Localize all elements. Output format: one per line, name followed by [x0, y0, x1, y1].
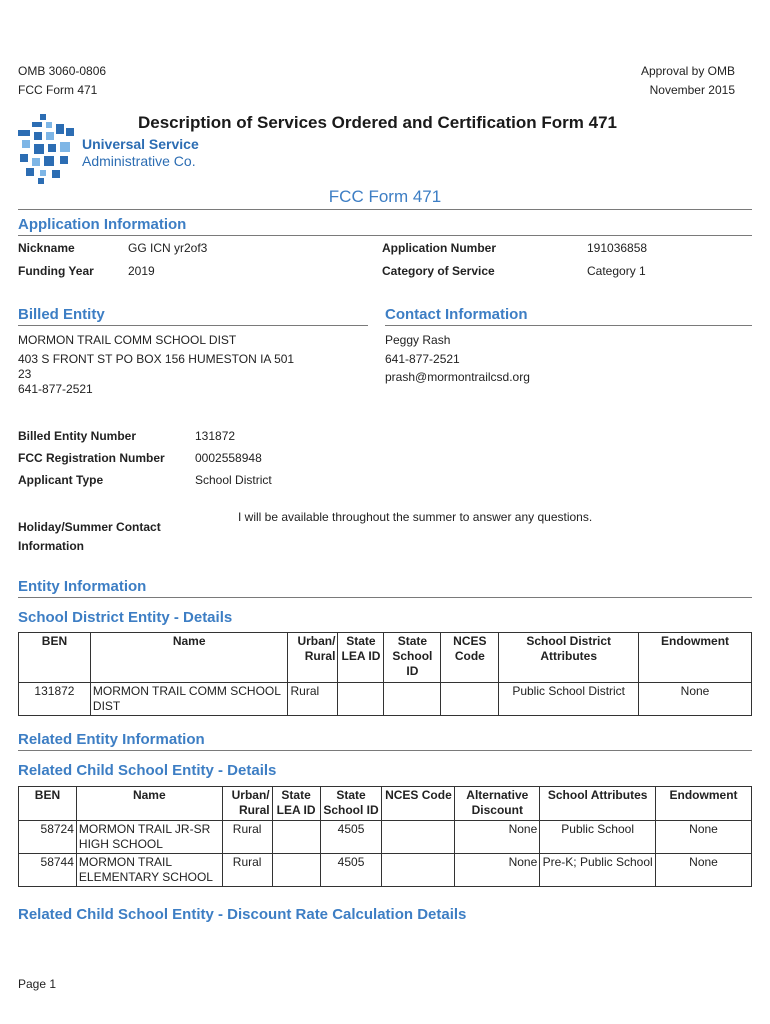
funding-year-value: 2019	[128, 264, 155, 278]
cell-name: MORMON TRAIL COMM SCHOOL DIST	[90, 683, 288, 716]
applicant-type-label: Applicant Type	[18, 473, 104, 487]
col-ben: BEN	[19, 633, 91, 683]
cell-endowment: None	[639, 683, 752, 716]
col-state-lea-id: State LEA ID	[338, 633, 384, 683]
cell-urban-rural: Rural	[222, 821, 272, 854]
discount-calc-heading: Related Child School Entity - Discount Rate Calculation Details	[18, 906, 467, 923]
omb-header-right	[641, 62, 735, 100]
child-table-header	[19, 787, 752, 821]
page-title: Description of Services Ordered and Certification Form 471	[138, 113, 617, 132]
contact-email: prash@mormontrailcsd.org	[385, 370, 530, 384]
col-name: Name	[76, 787, 222, 821]
billed-entity-address1: 403 S FRONT ST PO BOX 156 HUMESTON IA 501	[18, 352, 295, 366]
col-urban-rural: Urban/ Rural	[288, 633, 338, 683]
billed-entity-phone: 641-877-2521	[18, 382, 93, 396]
entity-info-heading: Entity Information	[18, 578, 147, 595]
cell-state-school-id: 4505	[320, 821, 382, 854]
cell-alternative-discount: None	[455, 854, 540, 887]
col-nces-code: NCES Code	[441, 633, 499, 683]
cell-nces-code	[382, 821, 455, 854]
cell-endowment: None	[656, 821, 752, 854]
contact-block	[385, 331, 530, 387]
district-entity-table	[18, 632, 752, 716]
child-entity-table	[18, 786, 752, 887]
col-nces-code: NCES Code	[382, 787, 455, 821]
col-school-attributes: School Attributes	[540, 787, 656, 821]
cell-district-attributes: Public School District	[499, 683, 639, 716]
cell-urban-rural: Rural	[222, 854, 272, 887]
fcc-reg-label: FCC Registration Number	[18, 451, 165, 465]
application-divider	[18, 235, 752, 236]
col-alternative-discount: Alternative Discount	[455, 787, 540, 821]
col-district-attributes: School District Attributes	[499, 633, 639, 683]
col-state-school-id: State School ID	[320, 787, 382, 821]
approval-label: Approval by OMB	[640, 64, 735, 78]
cell-ben: 58724	[19, 821, 77, 854]
title-divider	[18, 209, 752, 210]
cell-state-school-id: 4505	[320, 854, 382, 887]
billed-entity-address2: 23	[18, 367, 32, 381]
page-number: Page 1	[18, 977, 57, 991]
table-row	[19, 854, 752, 887]
col-state-school-id: State School ID	[384, 633, 441, 683]
cell-state-school-id	[384, 683, 441, 716]
cell-state-lea-id	[338, 683, 384, 716]
district-details-heading: School District Entity - Details	[18, 609, 233, 626]
usac-logo	[16, 114, 216, 186]
omb-header-left	[18, 62, 106, 100]
holiday-contact-label: Holiday/Summer Contact Information	[18, 520, 161, 553]
col-urban-rural: Urban/ Rural	[222, 787, 272, 821]
billed-entity-divider	[18, 325, 368, 326]
cell-name: MORMON TRAIL ELEMENTARY SCHOOL	[76, 854, 222, 887]
cell-ben: 58744	[19, 854, 77, 887]
logo-line2: Administrative Co.	[82, 153, 196, 169]
holiday-contact-value: I will be available throughout the summer to answer any questions.	[238, 510, 593, 524]
contact-divider	[385, 325, 752, 326]
approval-date: November 2015	[649, 83, 735, 97]
col-state-lea-id: State LEA ID	[272, 787, 320, 821]
form-title: FCC Form 471	[328, 187, 442, 206]
form-number: FCC Form 471	[18, 83, 98, 97]
category-value: Category 1	[587, 264, 646, 278]
nickname-value: GG ICN yr2of3	[128, 241, 208, 255]
contact-name: Peggy Rash	[385, 333, 451, 347]
billed-entity-block	[18, 331, 318, 397]
cell-urban-rural: Rural	[288, 683, 338, 716]
funding-year-label: Funding Year	[18, 264, 94, 278]
district-table-header	[19, 633, 752, 683]
related-entity-heading: Related Entity Information	[18, 731, 205, 748]
nickname-label: Nickname	[18, 241, 75, 255]
billed-entity-number-label: Billed Entity Number	[18, 429, 137, 443]
cell-nces-code	[382, 854, 455, 887]
cell-alternative-discount: None	[455, 821, 540, 854]
cell-state-lea-id	[272, 821, 320, 854]
usac-logo-text	[82, 136, 199, 170]
cell-school-attributes: Pre-K; Public School	[540, 854, 656, 887]
applicant-type-value: School District	[195, 473, 272, 487]
table-row	[19, 683, 752, 716]
table-row	[19, 821, 752, 854]
col-ben: BEN	[19, 787, 77, 821]
col-endowment: Endowment	[639, 633, 752, 683]
app-number-label: Application Number	[382, 241, 497, 255]
related-entity-divider	[18, 750, 752, 751]
col-name: Name	[90, 633, 288, 683]
logo-line1: Universal Service	[82, 136, 199, 152]
cell-state-lea-id	[272, 854, 320, 887]
omb-number: OMB 3060-0806	[18, 64, 107, 78]
child-details-heading: Related Child School Entity - Details	[18, 762, 277, 779]
contact-phone: 641-877-2521	[385, 351, 460, 366]
cell-name: MORMON TRAIL JR-SR HIGH SCHOOL	[76, 821, 222, 854]
app-number-value: 191036858	[587, 241, 648, 255]
billed-entity-number-value: 131872	[195, 429, 236, 443]
usac-logo-icon	[16, 114, 80, 186]
cell-ben: 131872	[19, 683, 91, 716]
col-endowment: Endowment	[656, 787, 752, 821]
billed-entity-name: MORMON TRAIL COMM SCHOOL DIST	[18, 333, 237, 347]
fcc-reg-value: 0002558948	[195, 451, 262, 465]
entity-info-divider	[18, 597, 752, 598]
billed-entity-heading: Billed Entity	[18, 306, 105, 323]
cell-nces-code	[441, 683, 499, 716]
category-label: Category of Service	[382, 264, 495, 278]
cell-endowment: None	[656, 854, 752, 887]
application-info-heading: Application Information	[18, 216, 187, 233]
cell-school-attributes: Public School	[540, 821, 656, 854]
contact-info-heading: Contact Information	[385, 306, 528, 323]
